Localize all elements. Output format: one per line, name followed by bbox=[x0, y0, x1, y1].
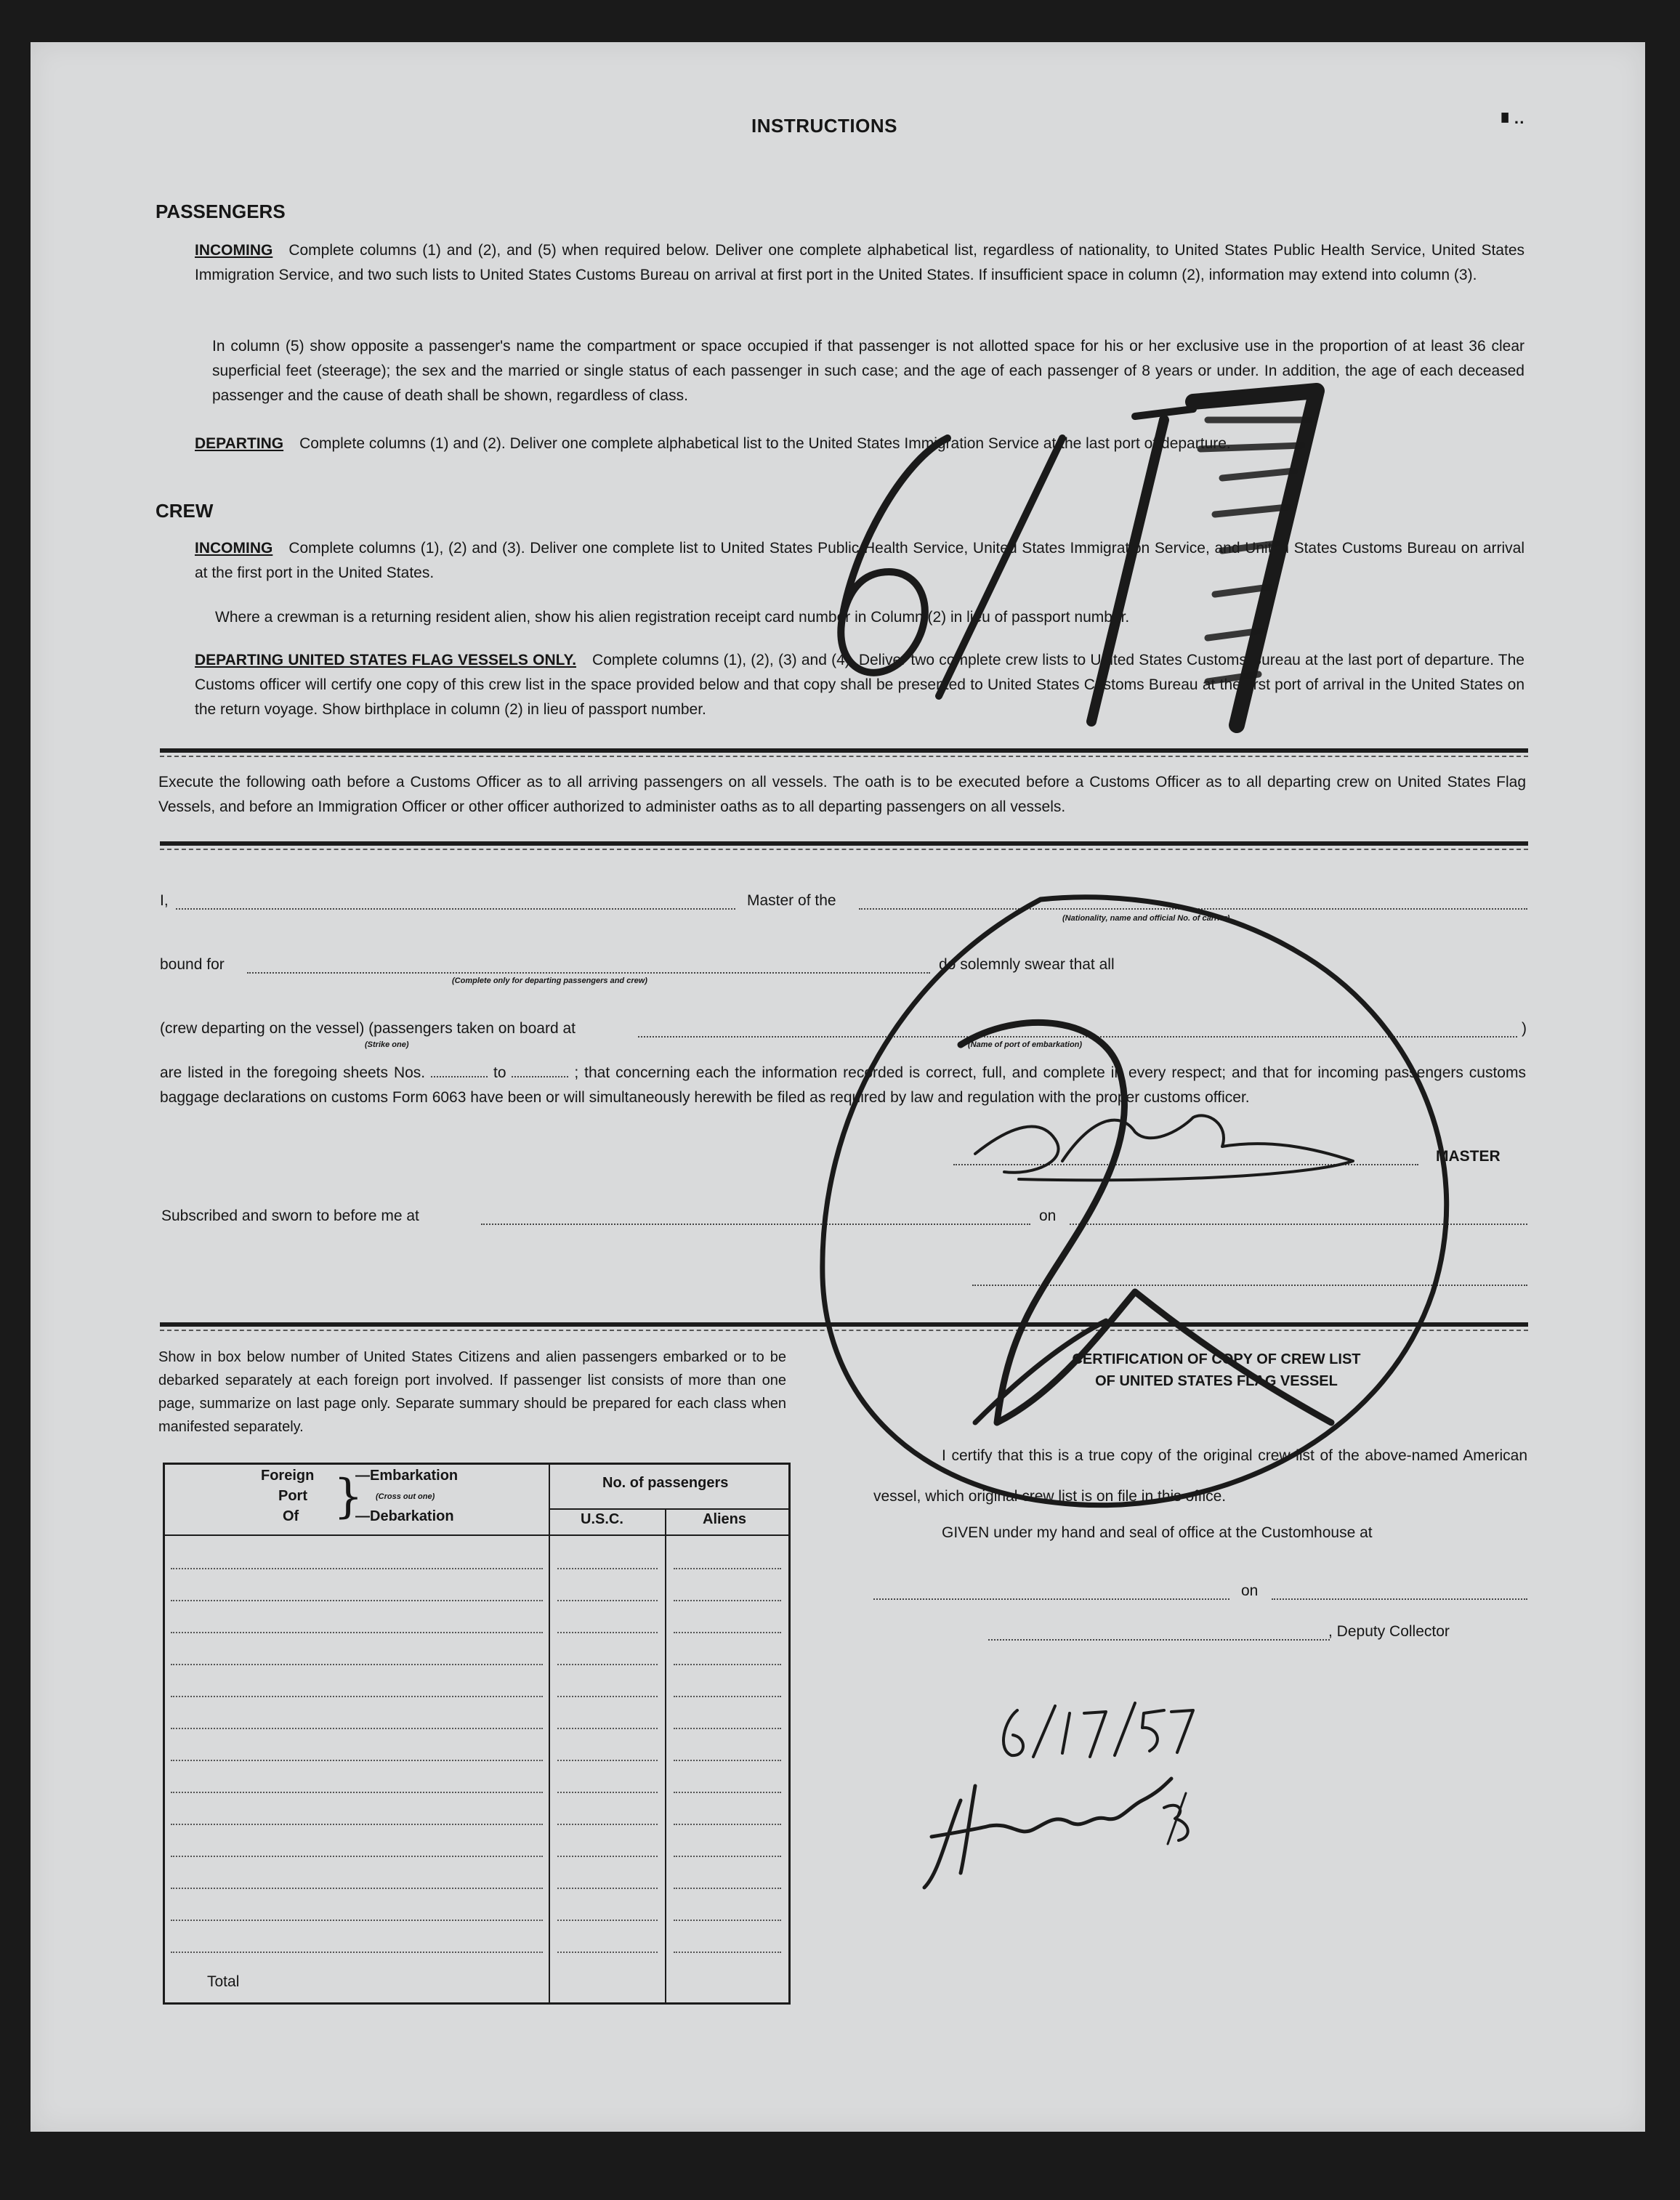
table-entry-line[interactable] bbox=[171, 1888, 543, 1889]
table-entry-line[interactable] bbox=[674, 1760, 781, 1761]
table-entry-line[interactable] bbox=[171, 1728, 543, 1729]
table-embarkation: —Embarkation bbox=[355, 1468, 459, 1484]
certify-text: I certify that this is a true copy of the original crew list of the above-named American vessel, which original crew list is on file in this office. bbox=[873, 1447, 1527, 1505]
table-aliens: Aliens bbox=[703, 1511, 747, 1527]
divider bbox=[160, 849, 1528, 850]
table-foreign: Foreign bbox=[261, 1468, 315, 1484]
table-entry-line[interactable] bbox=[674, 1728, 781, 1729]
carrier-note: (Nationality, name and official No. of carrier) bbox=[1062, 914, 1230, 923]
officer-signature-field[interactable] bbox=[972, 1285, 1527, 1286]
table-entry-line[interactable] bbox=[557, 1792, 658, 1793]
table-entry-line[interactable] bbox=[674, 1632, 781, 1633]
master-of-label: Master of the bbox=[747, 892, 836, 909]
table-divider bbox=[549, 1465, 550, 2002]
passengers-departing-text: Complete columns (1) and (2). Deliver one complete alphabetical list to the United States Immigration Service at the last port of departure. bbox=[299, 435, 1231, 452]
crew-incoming-paragraph bbox=[195, 536, 1524, 586]
table-entry-line[interactable] bbox=[674, 1792, 781, 1793]
customhouse-date-field[interactable] bbox=[1272, 1598, 1527, 1600]
crew-departing-label: DEPARTING UNITED STATES FLAG VESSELS ONLY. bbox=[195, 652, 577, 668]
table-entry-line[interactable] bbox=[674, 1664, 781, 1665]
table-entry-line[interactable] bbox=[674, 1952, 781, 1953]
deputy-signature-field[interactable] bbox=[988, 1639, 1330, 1641]
table-header-bottom bbox=[165, 1534, 788, 1536]
table-entry-line[interactable] bbox=[171, 1824, 543, 1825]
oath-instruction: Execute the following oath before a Customs Officer as to all arriving passengers on all vessels. The oath is to be executed before a Customs Officer as to all departing crew on United States Flag Vessels, and before an Immigration Officer or other officer authorized to administer oaths as to all departing passengers on all vessels. bbox=[158, 774, 1526, 815]
table-entry-line[interactable] bbox=[171, 1664, 543, 1665]
sheet-to-field[interactable] bbox=[512, 1076, 568, 1077]
table-cross-note: (Cross out one) bbox=[376, 1492, 435, 1501]
table-usc: U.S.C. bbox=[581, 1511, 623, 1527]
table-total: Total bbox=[207, 1973, 240, 1990]
table-entry-line[interactable] bbox=[557, 1888, 658, 1889]
crew-resident-paragraph: Where a crewman is a returning resident alien, show his alien registration receipt card number in Column (2) in lieu of passport number. bbox=[215, 609, 1130, 626]
sworn-place-field[interactable] bbox=[481, 1224, 1030, 1225]
table-entry-line[interactable] bbox=[557, 1632, 658, 1633]
corner-mark: ▘·· bbox=[1502, 113, 1525, 132]
passengers-incoming-text: Complete columns (1) and (2), and (5) when required below. Deliver one complete alphabetical list, regardless of nationality, to United States Public Health Service, United States Immigration Service, and two such lists to United States Customs Bureau on arrival at first port in the United States. If insufficient space in column (2), information may extend into column (3). bbox=[195, 242, 1524, 283]
table-entry-line[interactable] bbox=[171, 1632, 543, 1633]
table-entry-line[interactable] bbox=[557, 1856, 658, 1857]
table-entry-line[interactable] bbox=[674, 1824, 781, 1825]
divider bbox=[160, 1322, 1528, 1327]
bound-for-label: bound for bbox=[160, 956, 225, 973]
passengers-column5-paragraph: In column (5) show opposite a passenger's name the compartment or space occupied if that passenger is not allotted space for his or her exclusive use in the proportion of at least 36 clear superficial feet (steerage); the sex and the married or single status of each passenger in such case; and the age of each passenger of 8 years or under. In addition, the age of each deceased passenger and the cause of death shall be shown, regardless of class. bbox=[212, 338, 1524, 404]
table-entry-line[interactable] bbox=[557, 1600, 658, 1601]
port-embarkation-field[interactable] bbox=[638, 1036, 1517, 1038]
swear-label: do solemnly swear that all bbox=[939, 956, 1115, 973]
to-word: to bbox=[493, 1064, 506, 1081]
table-port: Port bbox=[278, 1488, 307, 1504]
table-entry-line[interactable] bbox=[171, 1856, 543, 1857]
oath-i-label: I, bbox=[160, 892, 169, 909]
passengers-incoming-paragraph bbox=[195, 238, 1524, 288]
table-entry-line[interactable] bbox=[557, 1568, 658, 1569]
crew-incoming-text: Complete columns (1), (2) and (3). Deliver one complete list to United States Public Health Service, United States Immigration Service, and United States Customs Bureau on arrival at the first port in the United States. bbox=[195, 540, 1524, 581]
cert-on-label: on bbox=[1241, 1582, 1259, 1599]
table-entry-line[interactable] bbox=[557, 1664, 658, 1665]
divider bbox=[160, 841, 1528, 846]
table-entry-line[interactable] bbox=[171, 1760, 543, 1761]
table-entry-line[interactable] bbox=[171, 1600, 543, 1601]
master-signature-field[interactable] bbox=[953, 1164, 1418, 1165]
table-entry-line[interactable] bbox=[557, 1728, 658, 1729]
table-entry-line[interactable] bbox=[171, 1696, 543, 1697]
table-brace: } bbox=[334, 1470, 363, 1524]
table-entry-line[interactable] bbox=[674, 1856, 781, 1857]
table-entry-line[interactable] bbox=[674, 1888, 781, 1889]
master-name-field[interactable] bbox=[176, 908, 735, 910]
certification-title bbox=[889, 1348, 1543, 1392]
certification-title-line2: OF UNITED STATES FLAG VESSEL bbox=[1095, 1373, 1338, 1389]
customhouse-place-field[interactable] bbox=[873, 1598, 1229, 1600]
port-note: (Name of port of embarkation) bbox=[968, 1040, 1083, 1049]
form-page bbox=[31, 42, 1645, 2132]
master-label: MASTER bbox=[1436, 1148, 1501, 1165]
given-text: GIVEN under my hand and seal of office at the Customhouse at bbox=[942, 1524, 1373, 1541]
passengers-departing-paragraph bbox=[195, 432, 1524, 456]
table-divider bbox=[665, 1508, 666, 2002]
carrier-field[interactable] bbox=[859, 908, 1527, 910]
crew-departing-paragraph bbox=[195, 648, 1524, 722]
table-of: Of bbox=[283, 1508, 299, 1524]
passengers-heading: PASSENGERS bbox=[156, 201, 286, 222]
table-entry-line[interactable] bbox=[674, 1600, 781, 1601]
table-subheader-line bbox=[550, 1508, 788, 1510]
table-entry-line[interactable] bbox=[171, 1952, 543, 1953]
table-entry-line[interactable] bbox=[557, 1824, 658, 1825]
table-no-passengers: No. of passengers bbox=[602, 1475, 729, 1491]
crew-departing-text: Complete columns (1), (2), (3) and (4). Deliver two complete crew lists to United States Customs Bureau at the last port of departure. The Customs officer will certify one copy of this crew list in the space provided below and that copy shall be presented to United States Customs Bureau at the first port of arrival in the United States on the return voyage. Show birthplace in column (2) in lieu of passport number. bbox=[195, 652, 1524, 718]
divider bbox=[160, 748, 1528, 753]
table-entry-line[interactable] bbox=[171, 1792, 543, 1793]
table-entry-line[interactable] bbox=[557, 1696, 658, 1697]
table-entry-line[interactable] bbox=[674, 1696, 781, 1697]
bound-for-field[interactable] bbox=[247, 972, 930, 974]
table-entry-line[interactable] bbox=[557, 1920, 658, 1921]
sheet-from-field[interactable] bbox=[431, 1076, 488, 1077]
table-entry-line[interactable] bbox=[557, 1952, 658, 1953]
table-entry-line[interactable] bbox=[557, 1760, 658, 1761]
close-paren: ) bbox=[1522, 1020, 1527, 1037]
table-debarkation: —Debarkation bbox=[355, 1508, 454, 1524]
divider bbox=[160, 1330, 1528, 1331]
table-entry-line[interactable] bbox=[674, 1920, 781, 1921]
sworn-date-field[interactable] bbox=[1070, 1224, 1527, 1225]
listed-paragraph bbox=[160, 1061, 1526, 1110]
listed-suffix: ; that concerning each the information recorded is correct, full, and complete in every respect; and that for incoming passengers customs baggage declarations on customs Form 6063 have been or will simultaneously herewith be filed as required by law and regulation with the proper customs officer. bbox=[160, 1064, 1526, 1106]
table-entry-line[interactable] bbox=[171, 1920, 543, 1921]
certification-title-line1: CERTIFICATION OF COPY OF CREW LIST bbox=[1072, 1351, 1361, 1367]
on-label: on bbox=[1039, 1208, 1057, 1224]
subscribed-label: Subscribed and sworn to before me at bbox=[161, 1208, 419, 1224]
crew-departing-label: (crew departing on the vessel) (passengers taken on board at bbox=[160, 1020, 576, 1037]
table-entry-line[interactable] bbox=[171, 1568, 543, 1569]
table-entry-line[interactable] bbox=[674, 1568, 781, 1569]
passengers-departing-label: DEPARTING bbox=[195, 435, 284, 452]
listed-prefix: are listed in the foregoing sheets Nos. bbox=[160, 1064, 426, 1081]
page-title: INSTRUCTIONS bbox=[751, 115, 897, 137]
passengers-incoming-label: INCOMING bbox=[195, 242, 273, 259]
crew-incoming-label: INCOMING bbox=[195, 540, 273, 557]
deputy-collector-label: , Deputy Collector bbox=[1328, 1623, 1450, 1640]
divider bbox=[160, 756, 1528, 757]
summary-instruction: Show in box below number of United States Citizens and alien passengers embarked or to be debarked separately at each foreign port involved. If passenger list consists of more than one page, summarize on last page only. Separate summary should be prepared for each class when manifested separately. bbox=[158, 1349, 786, 1435]
strike-note: (Strike one) bbox=[365, 1040, 409, 1049]
passenger-summary-table bbox=[163, 1463, 791, 2005]
bound-note: (Complete only for departing passengers and crew) bbox=[452, 976, 647, 985]
crew-heading: CREW bbox=[156, 500, 214, 522]
